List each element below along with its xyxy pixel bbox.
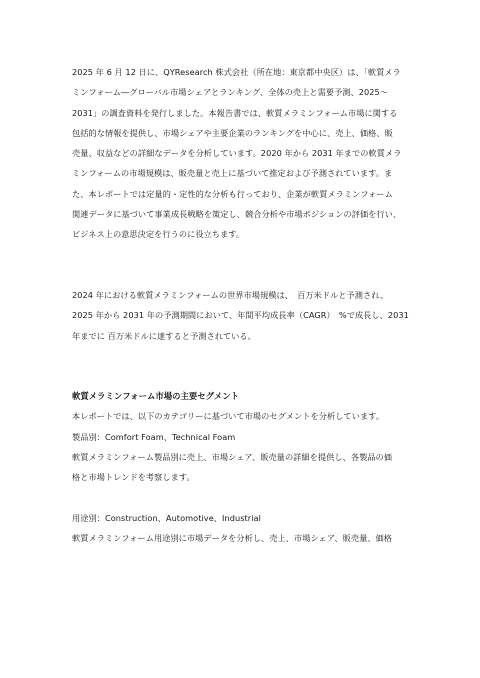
text-line: 2025 年から 2031 年の予測期間において、年間平均成長率（CAGR） %で成長し、2031 bbox=[72, 310, 409, 321]
text-line: 軟質メラミンフォーム用途別に市場データを分析し、売上、市場シェア、販売量、価格 bbox=[72, 532, 393, 543]
intro-paragraph bbox=[72, 62, 412, 245]
document-body bbox=[72, 62, 412, 548]
text-line: 関連データに基づいて事業成長戦略を策定し、競合分析や市場ポジションの評価を行い、 bbox=[72, 209, 402, 220]
text-line: 2031」の調査資料を発行しました。本報告書では、軟質メラミンフォーム市場に関する bbox=[72, 107, 398, 118]
text-line: 包括的な情報を提供し、市場シェアや主要企業のランキングを中心に、売上、価格、販 bbox=[72, 127, 393, 138]
text-line: 年までに 百万米ドルに達すると予測されている。 bbox=[72, 330, 256, 341]
product-label: 製品別：Comfort Foam、Technical Foam bbox=[72, 431, 236, 442]
blank-line bbox=[72, 366, 412, 386]
market-size-paragraph bbox=[72, 285, 412, 346]
application-label: 用途別：Construction、Automotive、Industrial bbox=[72, 512, 261, 523]
text-line: ミンフォームの市場規模は、販売量と売上に基づいて推定および予測されています。ま bbox=[72, 168, 393, 179]
product-paragraph bbox=[72, 447, 412, 488]
paragraph-spacer bbox=[72, 488, 412, 508]
text-line: 売量、収益などの詳細なデータを分析しています。2020 年から 2031 年までの軟質メラ bbox=[72, 148, 402, 159]
text-line: ビジネス上の意思決定を行うのに役立ちます。 bbox=[72, 229, 245, 240]
application-paragraph bbox=[72, 528, 412, 548]
blank-line bbox=[72, 265, 412, 285]
segment-heading: 軟質メラミンフォーム市場の主要セグメント bbox=[72, 391, 239, 402]
segment-intro: 本レポートでは、以下のカテゴリーに基づいて市場のセグメントを分析しています。 bbox=[72, 411, 384, 422]
text-line: た、本レポートでは定量的・定性的な分析も行っており、企業が軟質メラミンフォーム bbox=[72, 188, 393, 199]
text-line: 2025 年 6 月 12 日に、QYResearch 株式会社（所在地：東京都中央区）は、「軟質メラ bbox=[72, 67, 401, 77]
text-line: 2024 年における軟質メラミンフォームの世界市場規模は、 百万米ドルと予測され、 bbox=[72, 289, 389, 300]
paragraph-spacer bbox=[72, 346, 412, 366]
text-line: ミンフォーム―グローバル市場シェアとランキング、全体の売上と需要予測、2025〜 bbox=[72, 87, 389, 98]
text-line: 軟質メラミンフォーム製品別に売上、市場シェア、販売量の詳細を提供し、各製品の価 bbox=[72, 452, 393, 463]
paragraph-spacer bbox=[72, 245, 412, 265]
text-line: 格と市場トレンドを考察します。 bbox=[72, 472, 195, 483]
